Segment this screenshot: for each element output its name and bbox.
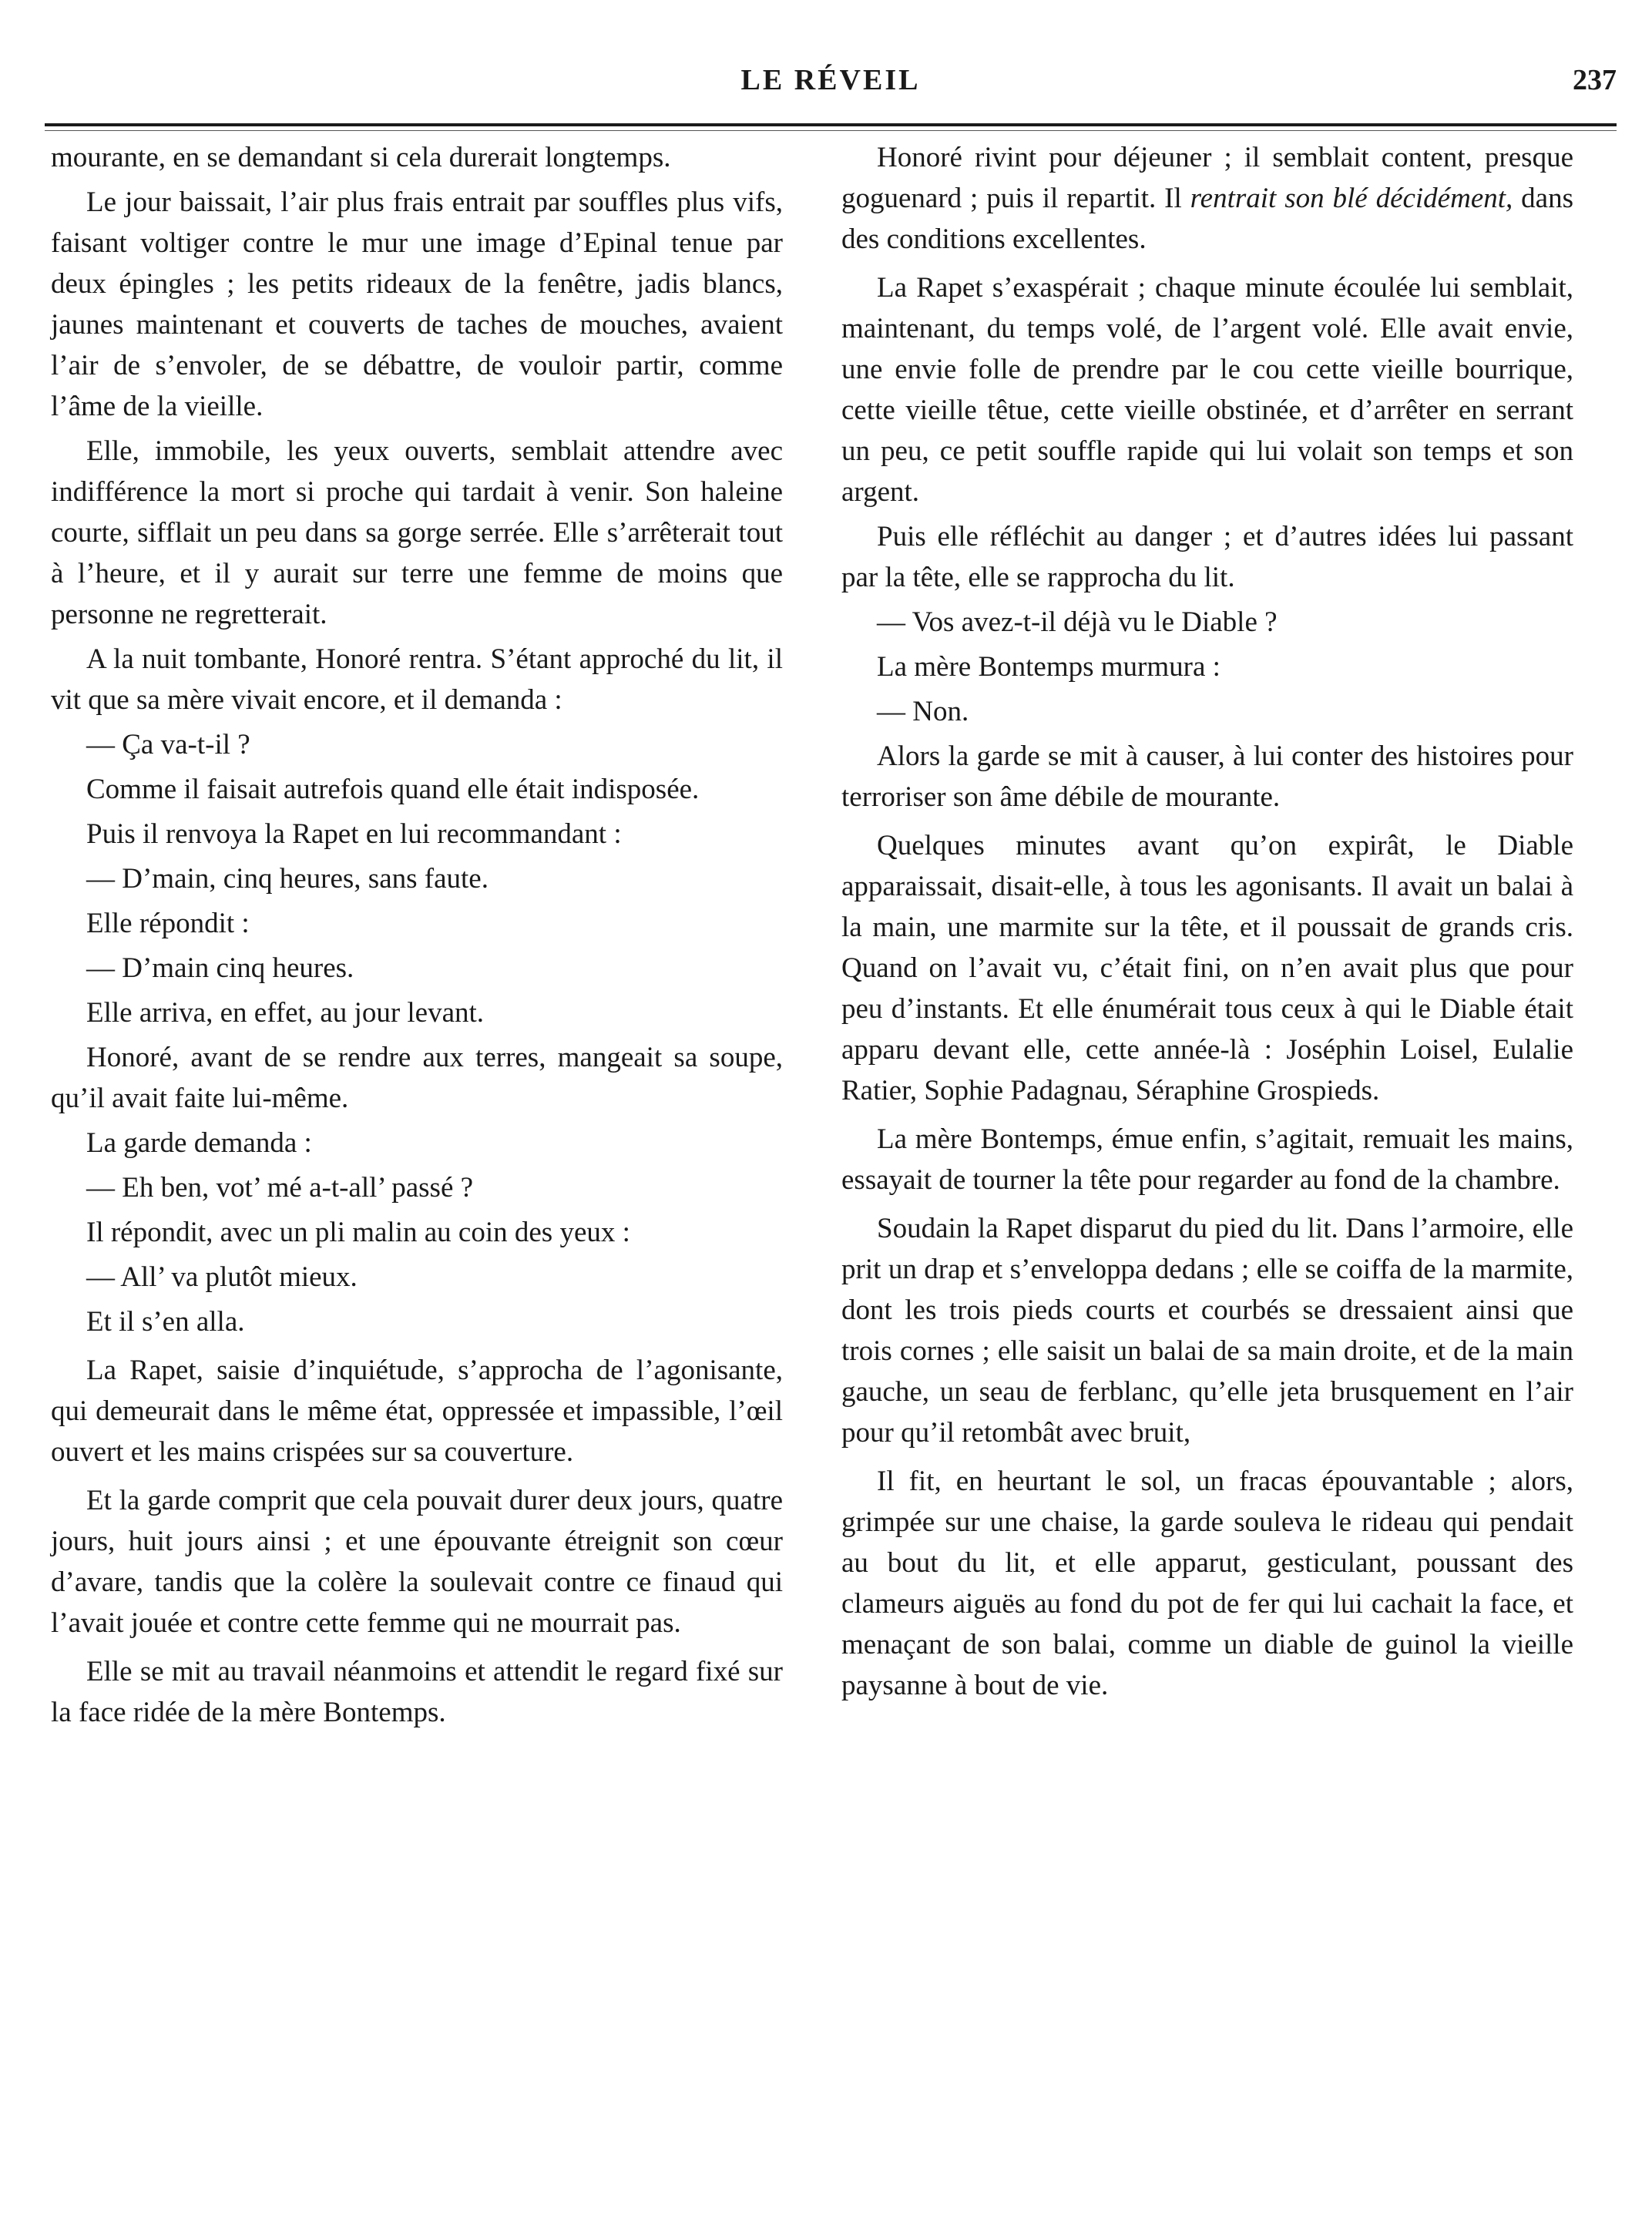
italic-run: rentrait son blé décidément, (1190, 183, 1513, 214)
paragraph (841, 137, 1573, 260)
paragraph: Et la garde comprit que cela pouvait durer deux jours, quatre jours, huit jours ainsi ; et une épouvante étreignit son cœur d’avare, tandis que la colère la soulevait contre ce finaud qui l’avait jouée et contre cette femme qui ne mourrait pas. (51, 1485, 783, 1639)
paragraph: Elle, immobile, les yeux ouverts, semblait attendre avec indifférence la mort si proche qui tardait à venir. Son haleine courte, sifflait un peu dans sa gorge serrée. Elle s’arrêterait tout à l’heure, et il y aurait sur terre une femme de moins que personne ne regretterait. (51, 435, 783, 630)
header-rule (45, 123, 1617, 126)
paragraph: Il répondit, avec un pli malin au coin des yeux : (86, 1217, 630, 1248)
text-run: Honoré rivint pour déjeuner ; il semblait content, presque goguenard ; puis il repartit. Il (841, 142, 1573, 214)
dialogue-line: — Vos avez-t-il déjà vu le Diable ? (877, 606, 1278, 638)
paragraph: La mère Bontemps, émue enfin, s’agitait, remuait les mains, essayait de tourner la tête pour regarder au fond de la chambre. (841, 1123, 1573, 1196)
paragraph: La Rapet s’exaspérait ; chaque minute écoulée lui semblait, maintenant, du temps volé, de l’argent volé. Elle avait envie, une envie folle de prendre par le cou cette vieille bourrique, cette vieille têtue, cette vieille obstinée, et d’arrêter en serrant un peu, ce petit souffle rapide qui lui volait son temps et son argent. (841, 272, 1573, 508)
paragraph: Soudain la Rapet disparut du pied du lit. Dans l’armoire, elle prit un drap et s’enveloppa dedans ; elle se coiffa de la marmite, dont les trois pieds courts et courbés se dressaient ainsi que trois cornes ; elle saisit un balai de sa main droite, et de la main gauche, un seau de ferblanc, qu’elle jeta brusquement en l’air pour qu’il retombât avec bruit, (841, 1213, 1573, 1449)
paragraph: Elle arriva, en effet, au jour levant. (86, 997, 485, 1029)
paragraph: Il fit, en heurtant le sol, un fracas épouvantable ; alors, grimpée sur une chaise, la garde souleva le rideau qui pendait au bout du lit, et elle apparut, gesticulant, poussant des clameurs aiguës au fond du pot de fer qui lui cachait la face, et menaçant de son balai, comme un diable de guinol la vieille paysanne à bout de vie. (841, 1466, 1573, 1701)
dialogue-line: — Eh ben, vot’ mé a-t-all’ passé ? (86, 1172, 474, 1204)
running-title: LE RÉVEIL (740, 64, 921, 96)
dialogue-line: — Ça va-t-il ? (86, 729, 250, 760)
paragraph: Elle répondit : (86, 908, 250, 939)
paragraph: La garde demanda : (86, 1127, 312, 1159)
paragraph: Alors la garde se mit à causer, à lui conter des histoires pour terroriser son âme débile de mourante. (841, 740, 1573, 813)
paragraph: Et il s’en alla. (86, 1306, 245, 1338)
paragraph: A la nuit tombante, Honoré rentra. S’étant approché du lit, il vit que sa mère vivait encore, et il demanda : (51, 643, 783, 716)
left-column (51, 137, 783, 1737)
dialogue-line: — All’ va plutôt mieux. (86, 1261, 358, 1293)
paragraph: Elle se mit au travail néanmoins et attendit le regard fixé sur la face ridée de la mère Bontemps. (51, 1656, 783, 1728)
right-column (841, 137, 1573, 1710)
header-rule-thin (45, 130, 1617, 131)
paragraph: Le jour baissait, l’air plus frais entrait par souffles plus vifs, faisant voltiger contre le mur une image d’Epinal tenue par deux épingles ; les petits rideaux de la fenêtre, jadis blancs, jaunes maintenant et couverts de taches de mouches, avaient l’air de s’envoler, de se débattre, de vouloir partir, comme l’âme de la vieille. (51, 186, 783, 422)
dialogue-line: — Non. (877, 696, 969, 727)
paragraph: Puis il renvoya la Rapet en lui recommandant : (86, 818, 622, 850)
paragraph: Honoré, avant de se rendre aux terres, mangeait sa soupe, qu’il avait faite lui-même. (51, 1042, 783, 1114)
dialogue-line: — D’main cinq heures. (86, 952, 354, 984)
page-number: 237 (1573, 64, 1617, 96)
dialogue-line: — D’main, cinq heures, sans faute. (86, 863, 489, 895)
page-header (45, 63, 1617, 109)
paragraph: La mère Bontemps murmura : (877, 651, 1221, 683)
paragraph: La Rapet, saisie d’inquiétude, s’approcha de l’agonisante, qui demeurait dans le même état, oppressée et impassible, l’œil ouvert et les mains crispées sur sa couverture. (51, 1355, 783, 1468)
text-run: dans des conditions excellentes. (841, 183, 1573, 255)
paragraph: mourante, en se demandant si cela durerait longtemps. (51, 142, 671, 173)
paragraph: Comme il faisait autrefois quand elle était indisposée. (86, 774, 700, 805)
paragraph: Puis elle réfléchit au danger ; et d’autres idées lui passant par la tête, elle se rapprocha du lit. (841, 521, 1573, 593)
paragraph: Quelques minutes avant qu’on expirât, le Diable apparaissait, disait-elle, à tous les agonisants. Il avait un balai à la main, une marmite sur la tête, et il poussait de grands cris. Quand on l’avait vu, c’était fini, on n’en avait plus que pour peu d’instants. Et elle énumérait tous ceux à qui le Diable était apparu devant elle, cette année-là : Joséphin Loisel, Eulalie Ratier, Sophie Padagnau, Séraphine Grospieds. (841, 830, 1573, 1106)
